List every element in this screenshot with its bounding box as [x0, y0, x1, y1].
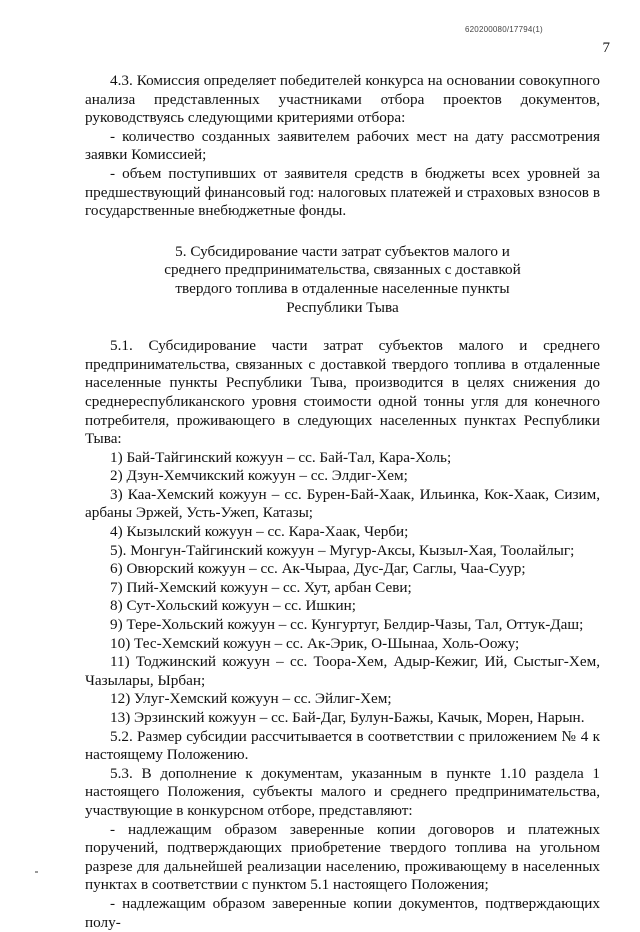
page-number: 7	[602, 40, 610, 56]
paragraph-5-3: 5.3. В дополнение к документам, указанным в пункте 1.10 раздела 1 настоящего Положения, субъекты малого и среднего предпринимательства, участвующие в конкурсном отборе, представляют:	[85, 764, 600, 819]
heading-line: Республики Тыва	[286, 298, 399, 316]
list-item: 7) Пий-Хемский кожуун – сс. Хут, арбан Севи;	[110, 578, 412, 596]
list-item: 6) Овюрский кожуун – сс. Ак-Чыраа, Дус-Даг, Саглы, Чаа-Суур;	[110, 560, 526, 578]
list-item: 13) Эрзинский кожуун – сс. Бай-Даг, Булун-Бажы, Качык, Морен, Нарын.	[110, 709, 585, 726]
list-item: 12) Улуг-Хемский кожуун – сс. Эйлиг-Хем;	[110, 690, 392, 708]
list-item: 10) Тес-Хемский кожуун – сс. Ак-Эрик, О-Шынаа, Холь-Оожу;	[110, 634, 520, 652]
list-item: 8) Сут-Хольский кожуун – сс. Ишкин;	[110, 597, 356, 615]
paragraph-5-2: 5.2. Размер субсидии рассчитывается в соответствии с приложением № 4 к настоящему Положению.	[85, 727, 600, 764]
list-item: 4) Кызылский кожуун – сс. Кара-Хаак, Черби;	[110, 523, 409, 541]
required-docs-1: - надлежащим образом заверенные копии договоров и платежных поручений, подтверждающих приобретение твердого топлива на угольном разрезе для дальнейшей реализации населению, проживающему в населенных пунктах в соответствии с пунктом 5.1 настоящего Положения;	[85, 820, 600, 894]
paragraph-5-1: 5.1. Субсидирование части затрат субъектов малого и среднего предпринимательства, связанных с доставкой твердого топлива в отдаленные населенные пункты Республики Тыва, производится в целях снижения до среднереспубликанского уровня стоимости одной тонны угля для конечного потребителя, проживающего в следующих населенных пунктах Республики Тыва:	[85, 337, 600, 448]
criterion-2: - объем поступивших от заявителя средств в бюджеты всех уровней за предшествующий финансовый год: налоговых платежей и страховых взносов в государственные внебюджетные фонды.	[85, 164, 600, 220]
document-body	[85, 72, 600, 932]
list-item: 5). Монгун-Тайгинский кожуун – Мугур-Аксы, Кызыл-Хая, Тоолайлыг;	[110, 541, 575, 559]
list-item: 9) Тере-Хольский кожуун – сс. Кунгуртуг, Белдир-Чазы, Тал, Оттук-Даш;	[110, 616, 584, 634]
document-number: 620200080/17794(1)	[465, 25, 543, 34]
heading-line: среднего предпринимательства, связанных с доставкой	[164, 261, 521, 279]
paragraph-4-3: 4.3. Комиссия определяет победителей конкурса на основании совокупного анализа представленных участниками отбора проектов документов, руководствуясь следующими критериями отбора:	[85, 72, 600, 127]
list-item: 3) Каа-Хемский кожуун – сс. Бурен-Бай-Хаак, Ильинка, Кок-Хаак, Сизим, арбаны Эржей, Усть-Ужеп, Катазы;	[85, 485, 600, 522]
required-docs-2: - надлежащим образом заверенные копии документов, подтверждающих полу-	[85, 894, 600, 931]
scan-speck	[35, 871, 38, 873]
list-item: 11) Тоджинский кожуун – сс. Тоора-Хем, Адыр-Кежиг, Ий, Сыстыг-Хем, Чазылары, Ырбан;	[85, 653, 600, 689]
list-item: 2) Дзун-Хемчикский кожуун – сс. Элдиг-Хем;	[110, 467, 408, 485]
heading-line: твердого топлива в отдаленные населенные пункты	[175, 279, 510, 297]
list-item: 1) Бай-Тайгинский кожуун – сс. Бай-Тал, Кара-Холь;	[110, 448, 452, 466]
criterion-1: - количество созданных заявителем рабочих мест на дату рассмотрения заявки Комиссией;	[85, 127, 600, 164]
section-5-heading	[85, 243, 600, 317]
heading-line: 5. Субсидирование части затрат субъектов малого и	[175, 242, 510, 260]
